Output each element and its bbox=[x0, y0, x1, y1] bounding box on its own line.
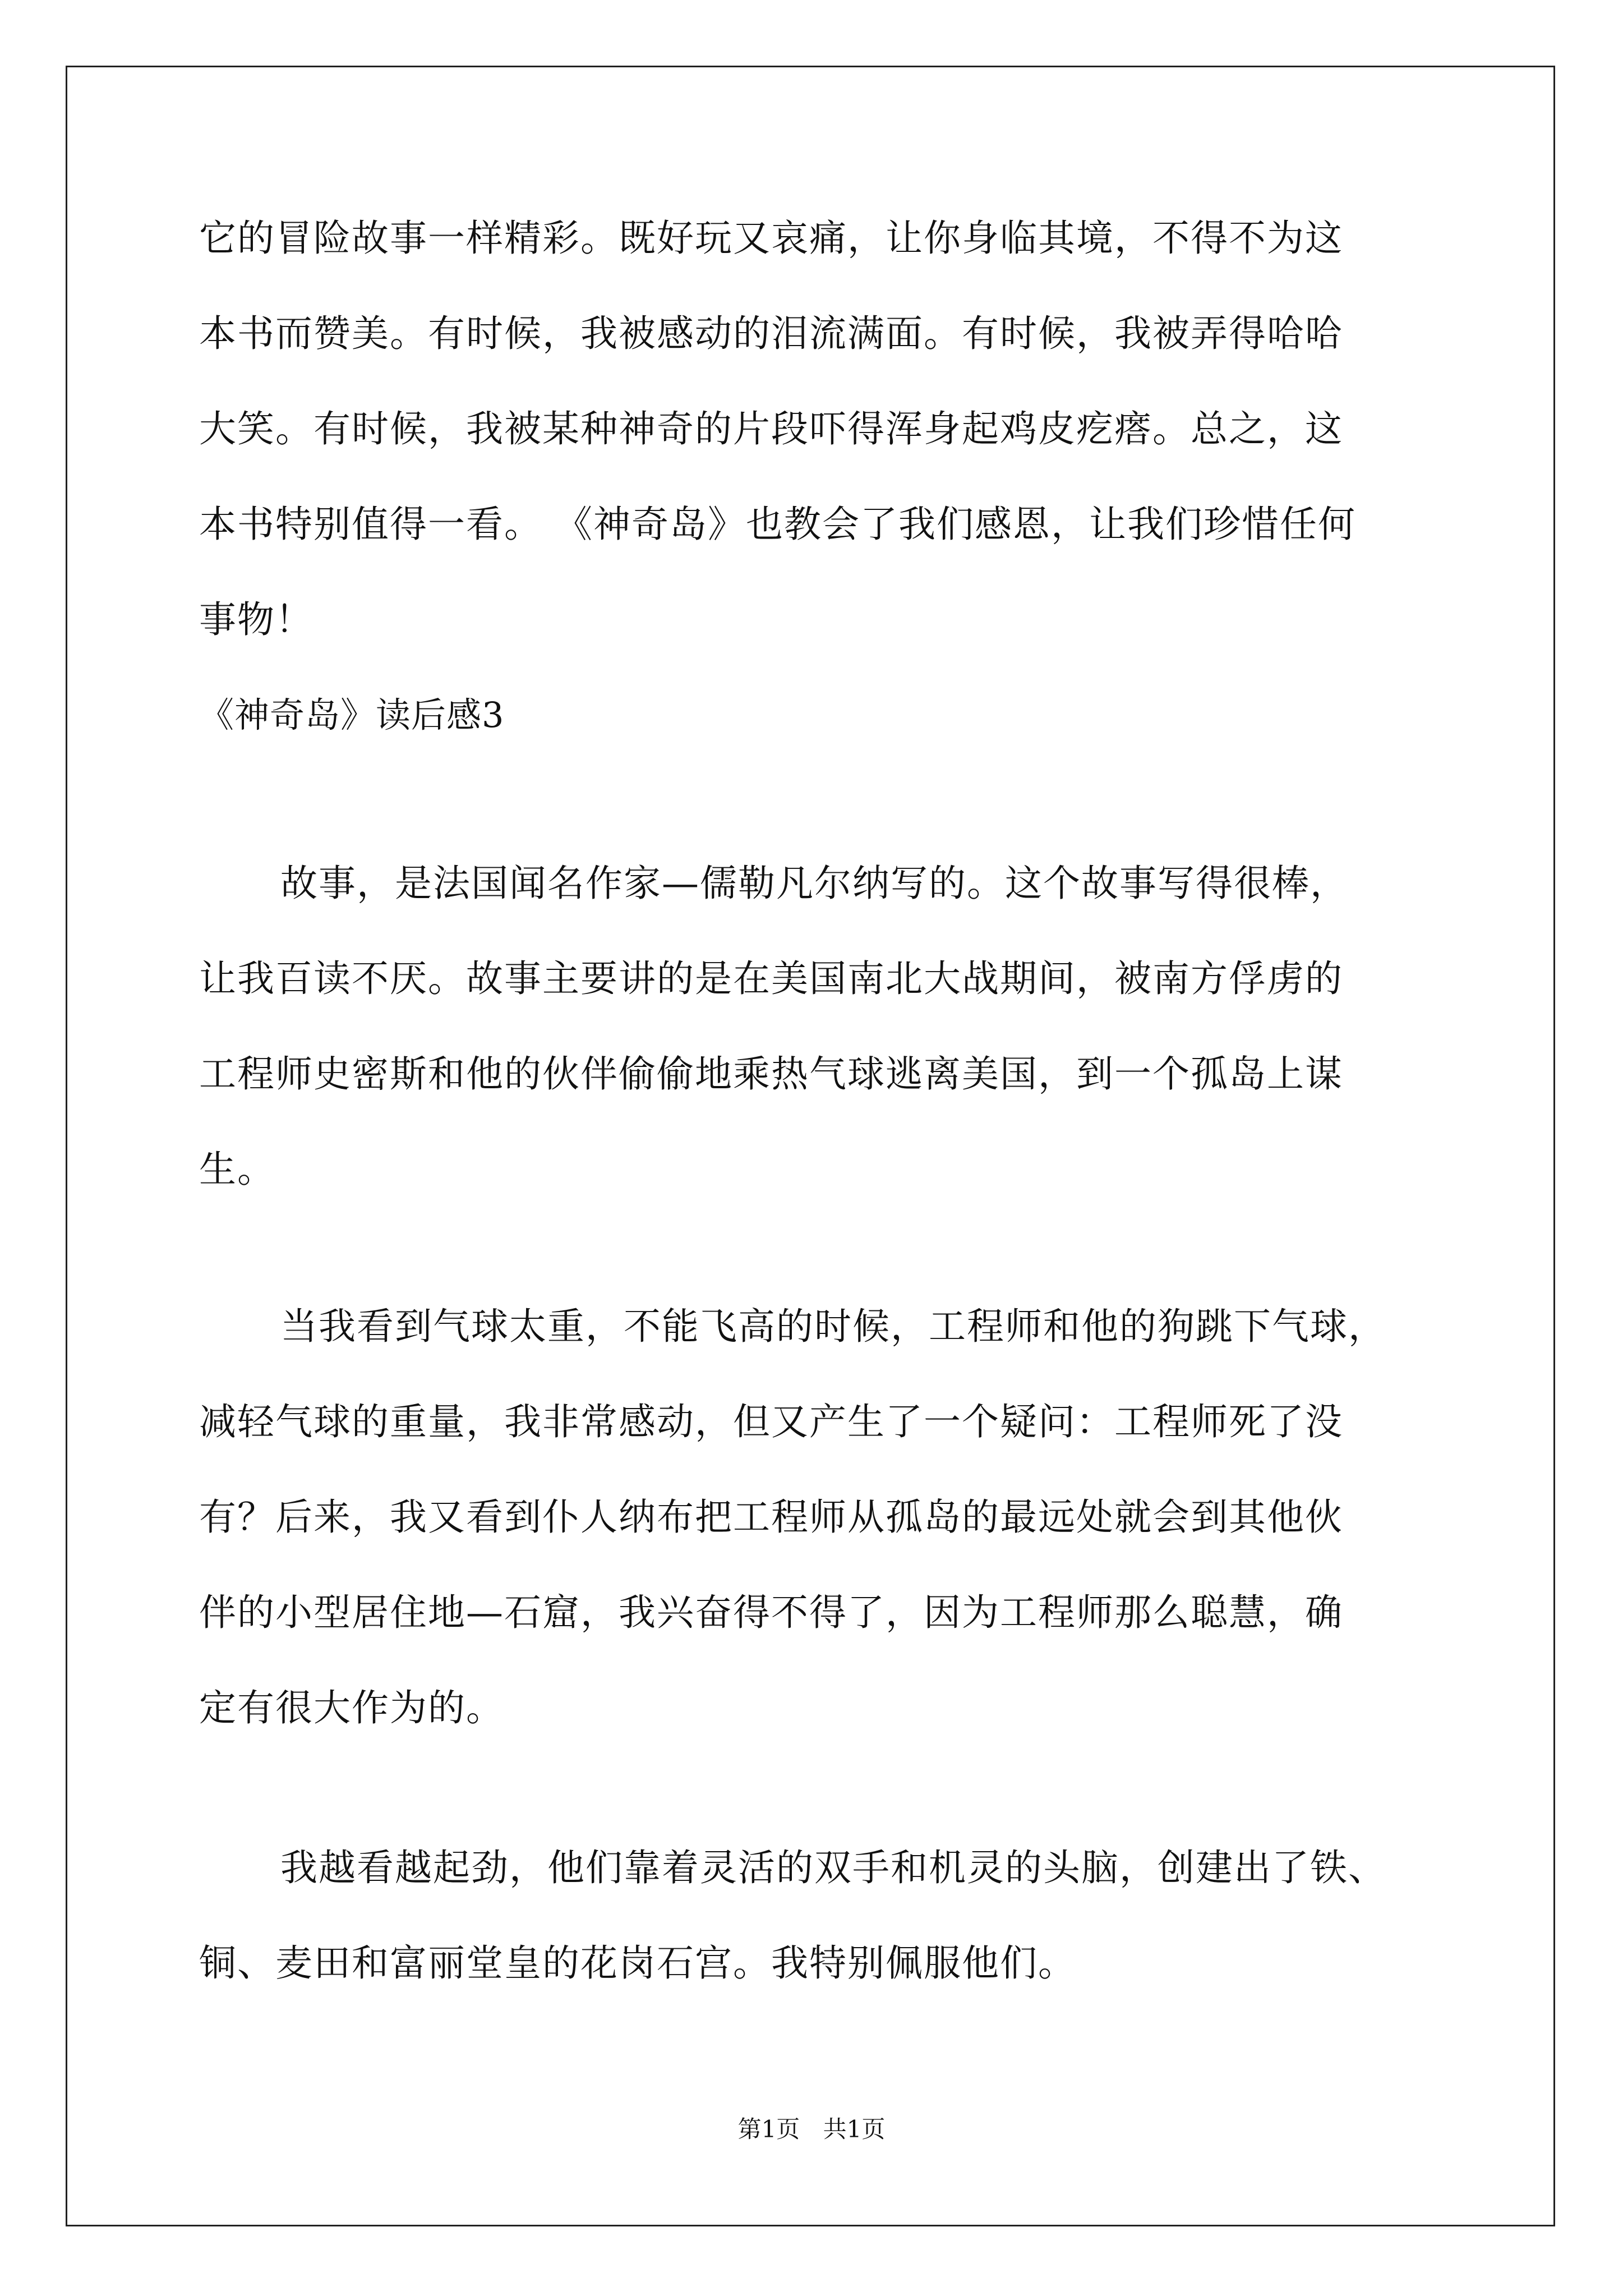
paragraph-line: 本书而赞美。有时候，我被感动的泪流满面。有时候，我被弄得哈哈 bbox=[199, 312, 1343, 355]
paragraph-line: 事物！ bbox=[199, 598, 313, 641]
paragraph-line: 铜、麦田和富丽堂皇的花岗石宫。我特别佩服他们。 bbox=[199, 1941, 1076, 1985]
paragraph-line: 生。 bbox=[199, 1148, 275, 1191]
paragraph-line: 减轻气球的重量，我非常感动，但又产生了一个疑问：工程师死了没 bbox=[199, 1400, 1343, 1443]
paragraph-line: 它的冒险故事一样精彩。既好玩又哀痛，让你身临其境，不得不为这 bbox=[199, 217, 1343, 260]
page-footer bbox=[0, 2114, 1623, 2145]
paragraph-line: 定有很大作为的。 bbox=[199, 1686, 504, 1729]
paragraph-line: 本书特别值得一看。 《神奇岛》也教会了我们感恩，让我们珍惜任何 bbox=[199, 503, 1356, 546]
paragraph-line: 让我百读不厌。故事主要讲的是在美国南北大战期间，被南方俘虏的 bbox=[199, 957, 1343, 1000]
paragraph-line: 伴的小型居住地—石窟，我兴奋得不得了，因为工程师那么聪慧，确 bbox=[199, 1591, 1343, 1634]
paragraph-line: 我越看越起劲，他们靠着灵活的双手和机灵的头脑，创建出了铁、 bbox=[280, 1846, 1386, 1889]
paragraph-line: 有？后来，我又看到仆人纳布把工程师从孤岛的最远处就会到其他伙 bbox=[199, 1496, 1343, 1539]
page-number-total: 共1页 bbox=[823, 2115, 886, 2143]
section-heading: 《神奇岛》读后感3 bbox=[199, 694, 505, 735]
paragraph-line: 当我看到气球太重，不能飞高的时候，工程师和他的狗跳下气球， bbox=[280, 1305, 1386, 1348]
page-number-current: 第1页 bbox=[737, 2115, 800, 2143]
paragraph-line: 大笑。有时候，我被某种神奇的片段吓得浑身起鸡皮疙瘩。总之，这 bbox=[199, 407, 1343, 450]
page-border bbox=[66, 66, 1555, 2226]
paragraph-line: 工程师史密斯和他的伙伴偷偷地乘热气球逃离美国，到一个孤岛上谋 bbox=[199, 1052, 1343, 1096]
paragraph-line: 故事，是法国闻名作家—儒勒凡尔纳写的。这个故事写得很棒， bbox=[280, 862, 1348, 905]
